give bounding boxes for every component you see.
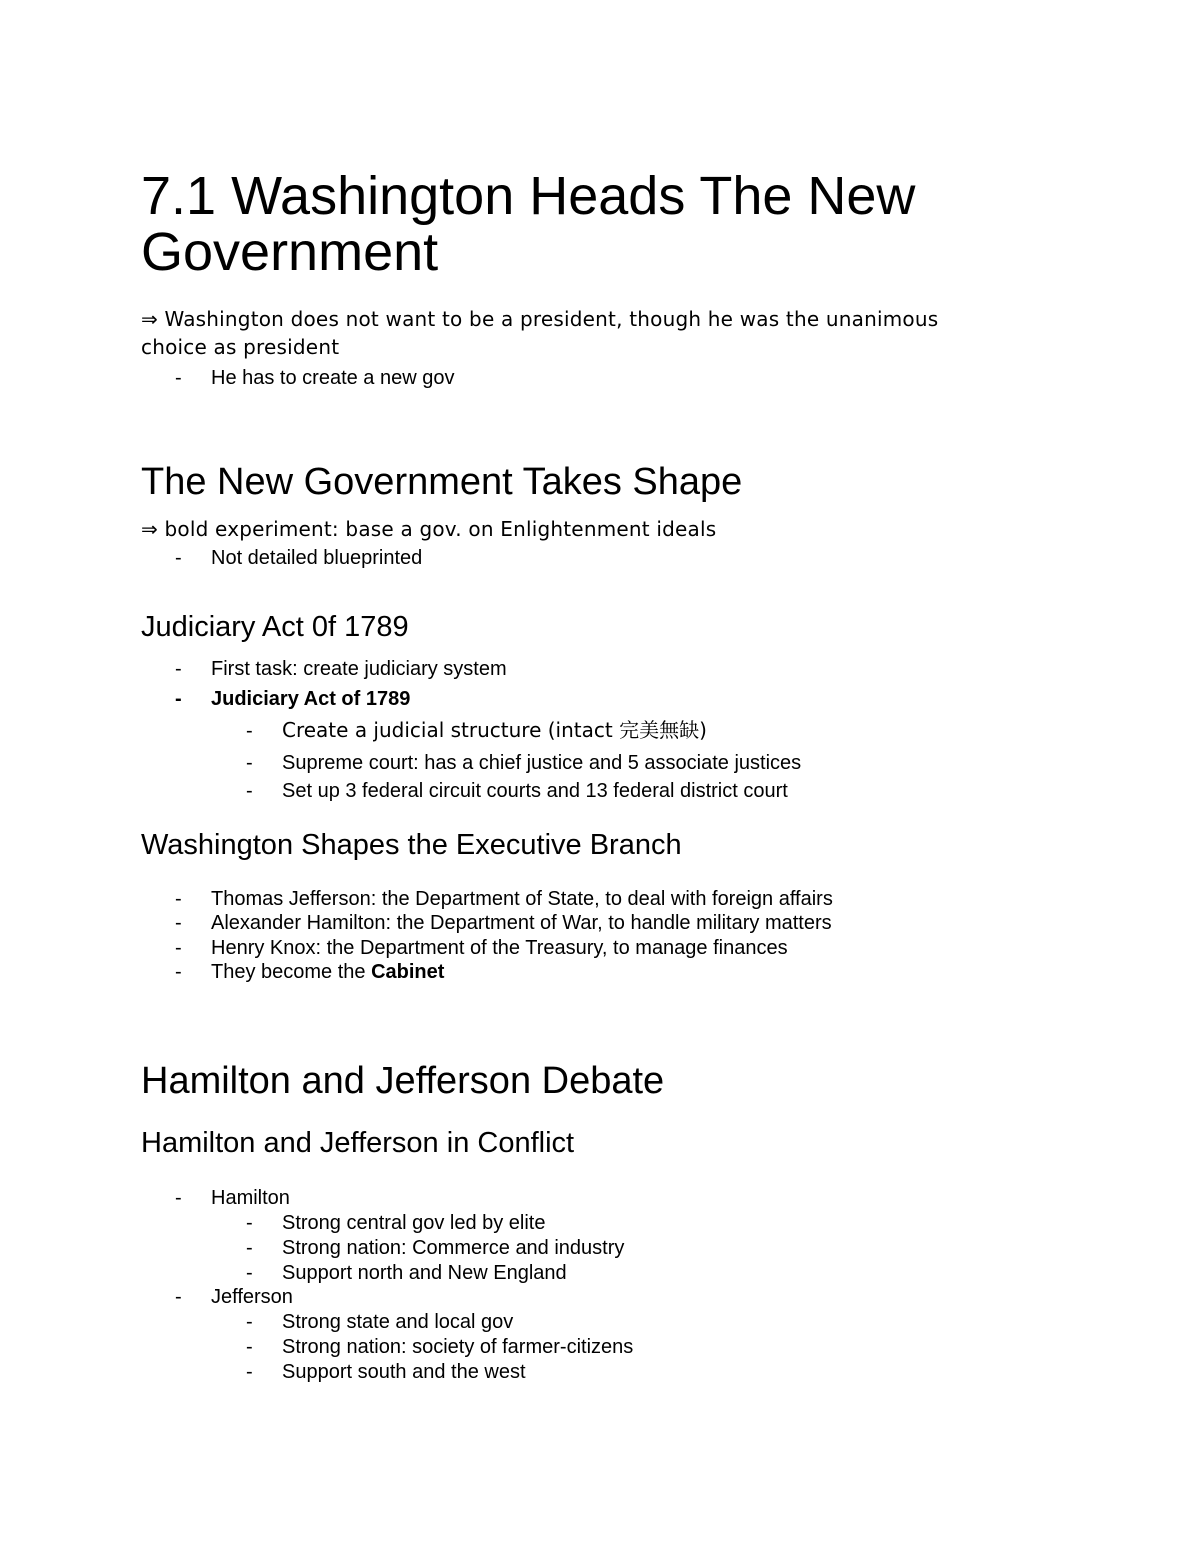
executive-bullet-knox: Henry Knox: the Department of the Treasury, to manage finances	[211, 937, 788, 959]
bullet-dash: -	[246, 752, 253, 774]
bullet-dash: -	[246, 1262, 253, 1284]
judiciary-sub-structure: Create a judicial structure (intact 完美無缺)	[282, 718, 707, 742]
bullet-dash: -	[175, 937, 182, 959]
page-title-line1: 7.1 Washington Heads The New	[141, 166, 916, 226]
section-heading-judiciary: Judiciary Act 0f 1789	[141, 611, 409, 643]
bullet-dash: -	[175, 888, 182, 910]
judiciary-bullet-act: Judiciary Act of 1789	[211, 688, 411, 710]
bullet-dash: -	[175, 688, 182, 710]
executive-bullet-cabinet	[211, 960, 444, 984]
bullet-dash: -	[175, 961, 182, 983]
hamilton-point: Strong nation: Commerce and industry	[282, 1237, 625, 1259]
intro-arrow-line1: ⇒ Washington does not want to be a president, though he was the unanimous	[141, 307, 939, 331]
page-title-line2: Government	[141, 222, 439, 282]
jefferson-point: Strong state and local gov	[282, 1311, 514, 1333]
bullet-dash: -	[175, 1286, 182, 1308]
debate-hamilton-label: Hamilton	[211, 1187, 290, 1209]
bullet-dash: -	[175, 367, 182, 389]
bullet-dash: -	[175, 912, 182, 934]
bullet-dash: -	[246, 1237, 253, 1259]
bullet-dash: -	[246, 780, 253, 802]
section-heading-executive: Washington Shapes the Executive Branch	[141, 829, 682, 861]
bullet-dash: -	[175, 1187, 182, 1209]
section-subheading-conflict: Hamilton and Jefferson in Conflict	[141, 1127, 575, 1159]
bullet-dash: -	[246, 1212, 253, 1234]
section-heading-debate: Hamilton and Jefferson Debate	[141, 1060, 665, 1102]
cabinet-prefix: They become the	[211, 961, 372, 983]
jefferson-point: Strong nation: society of farmer-citizens	[282, 1336, 634, 1358]
cabinet-term: Cabinet	[371, 961, 445, 983]
jefferson-point: Support south and the west	[282, 1361, 526, 1383]
judiciary-sub-courts: Set up 3 federal circuit courts and 13 federal district court	[282, 780, 788, 802]
bullet-dash: -	[175, 658, 182, 680]
executive-bullet-hamilton: Alexander Hamilton: the Department of War, to handle military matters	[211, 912, 832, 934]
intro-bullet: He has to create a new gov	[211, 367, 455, 389]
bullet-dash: -	[246, 1311, 253, 1333]
judiciary-sub-supreme-court: Supreme court: has a chief justice and 5 associate justices	[282, 752, 802, 774]
intro-arrow-line2: choice as president	[141, 335, 340, 359]
hamilton-point: Strong central gov led by elite	[282, 1212, 546, 1234]
judiciary-bullet-first-task: First task: create judiciary system	[211, 658, 507, 680]
new-gov-bullet: Not detailed blueprinted	[211, 547, 423, 569]
bullet-dash: -	[246, 1336, 253, 1358]
bullet-dash: -	[175, 547, 182, 569]
bullet-dash: -	[246, 720, 253, 742]
hamilton-point: Support north and New England	[282, 1262, 567, 1284]
bullet-dash: -	[246, 1361, 253, 1383]
new-gov-arrow-line: ⇒ bold experiment: base a gov. on Enlightenment ideals	[141, 517, 717, 541]
section-heading-new-government: The New Government Takes Shape	[141, 461, 743, 503]
debate-jefferson-label: Jefferson	[211, 1286, 293, 1308]
executive-bullet-jefferson: Thomas Jefferson: the Department of State, to deal with foreign affairs	[211, 888, 833, 910]
